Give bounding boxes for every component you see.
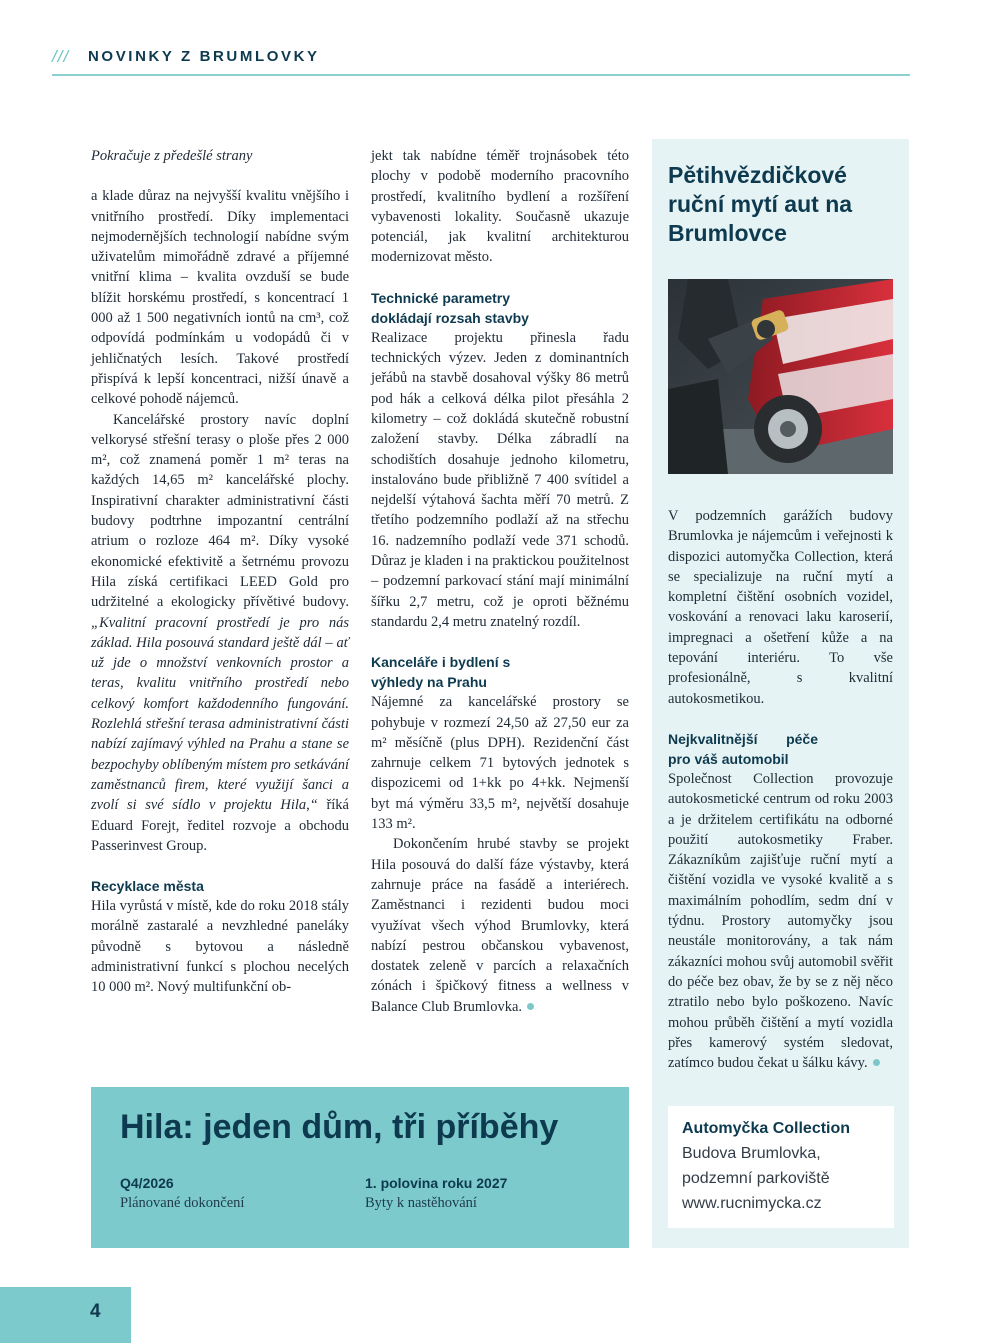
paragraph-quote: [91, 410, 349, 857]
article-column-1: [91, 146, 349, 998]
page-number-box: [0, 1287, 131, 1343]
contact-name: Automyčka Collection: [682, 1120, 851, 1137]
article-column-2: [371, 146, 629, 1017]
paragraph-final: [371, 834, 629, 1017]
milestone-date: Q4/2026: [120, 1175, 174, 1191]
paragraph: jekt tak nabídne téměř trojnásobek této plochy v podobě moderního pracovního prostředí, kvalitního bydlení a rozšíření vybavenosti lokality. Současně ukazuje potenciál, jak kvalitní architekturou modernizovat město.: [371, 148, 629, 266]
section-header: [52, 46, 910, 76]
hila-info-box: [91, 1087, 629, 1248]
milestone-description: Plánované dokončení: [120, 1195, 245, 1211]
contact-address-line-2: podzemní parkoviště: [682, 1170, 830, 1187]
paragraph: Nájemné za kancelářské prostory se pohybuje v rozmezí 24,50 až 27,50 eur za m² měsíčně (plus DPH). Rezidenční část zahrnuje celkem 71 bytových jednotek s dispozicemi od 1+kk po 4+kk. Nejmenší byt má výměru 33,5 m², největší dosahuje 133 m².: [371, 694, 629, 833]
sidebar-paragraph: V podzemních garážích budovy Brumlovka je nájemcům i veřejnosti k dispozici automyčka Collection, která se specializuje na ruční mytí a kompletní čištění osobních vozidel, voskování a renovaci laku karoserií, impregnaci a ošetření kůže a na tepování interiéru. To vše profesionálně, s kvalitní autokosmetikou.: [668, 508, 893, 707]
car-wash-photo: [668, 279, 893, 474]
paragraph: Realizace projektu přinesla řadu technických výzev. Jeden z dominantních jeřábů na stavbě dosahoval výšky 86 metrů pod hák a celková délka pilot přesáhla 2 kilometry – což dokládá skutečně robustní založení stavby. Délka zábradlí na schodištích dosahuje jednoho kilometru, instalováno bude přibližně 7 400 svítidel a nejdelší výtahová šachta měří 70 metrů. Z třetího podzemního podlaží až na střechu 16. nadzemního podlaží vede 371 schodů. Důraz je kladen i na praktickou použitelnost – podzemní parkovací stání mají minimální šířku 2,7 metru, což je oproti běžnému standardu 2,4 metru znatelný rozdíl.: [371, 329, 629, 630]
end-mark-icon: [873, 1059, 880, 1066]
section-title: NOVINKY Z BRUMLOVKY: [88, 48, 320, 65]
continued-note: Pokračuje z předešlé strany: [91, 148, 253, 164]
car-wash-illustration: [668, 279, 893, 474]
sidebar-text: [668, 506, 893, 1073]
paragraph-text: Kancelářské prostory navíc doplní velkorysé střešní terasy o ploše přes 2 000 m², což znamená poměr 1 m² teras na každých 14,65 m² kancelářské plochy. Inspirativní charakter administrativní části budovy podtrhne impozantní centrální atrium o rozloze 464 m². Díky vysoké ekonomické efektivitě a šetrnému provozu Hila získá certifikaci LEED Gold pro udržitelné a ekologicky přívětivé budovy.: [91, 411, 349, 611]
sidebar-title: Pětihvězdičkové ruční mytí aut na Brumlovce: [668, 162, 853, 246]
contact-address-line-1: Budova Brumlovka,: [682, 1145, 821, 1162]
milestone-date: 1. polovina roku 2027: [365, 1175, 508, 1191]
paragraph: Hila vyrůstá v místě, kde do roku 2018 stály morálně zastaralé a nevzhledné paneláky původně s bytovou a následně administrativní funkcí s plochou necelých 10 000 m². Nový multifunkční ob-: [91, 898, 349, 996]
paragraph: a klade důraz na nejvyšší kvalitu vnějšího i vnitřního prostředí. Díky implementaci nejmodernějších technologií nabídne svým uživatelům mimořádně zdravé a příjemné vnitřní klima – kvalita ovzduší se bude blížit horskému prostředí, s koncentrací 1 000 až 1 500 negativních iontů na cm³, což odpovídá podmínkám u vodopádů či v jehličnatých lesích. Takové prostředí přispívá k lepší koncentraci, nižší únavě a celkové pohodě nájemců.: [91, 188, 349, 408]
quote-text: „Kvalitní pracovní prostředí je pro nás základ. Hila posouvá standard ještě dál – ať už jde o množství venkovních prostor a teras, kvalitu vnitřního prostředí nebo celkový komfort každodenního fungování. Rozlehlá střešní terasa administrativní části nabízí zajímavý výhled na Prahu a stane se bezpochyby oblíbeným místem pro setkávání zaměstnanců firem, které využijí šanci a zvolí si své sídlo v projektu Hila,“: [91, 614, 349, 814]
sidebar-paragraph-final: [668, 769, 893, 1073]
subheading-offices: Kanceláře i bydlení s výhledy na Prahu: [371, 654, 511, 691]
subheading-recycling: Recyklace města: [91, 878, 204, 895]
header-slashes: ///: [52, 47, 70, 66]
paragraph-text: Dokončením hrubé stavby se projekt Hila posouvá do další fáze výstavby, která zahrnuje práce na fasádě a interiérech. Zaměstnanci i rezidenti budou moci využívat všech výhod Brumlovky, která nabízí pestrou občanskou vybavenost, dostatek zeleně v parcích a relaxačních zónách i špičkový fitness a wellness v Balance Club Brumlovka.: [371, 836, 629, 1015]
quote-attribution: říká Eduard Forejt, ředitel rozvoje a obchodu Passerinvest Group.: [91, 797, 349, 854]
contact-website-link[interactable]: www.rucnimycka.cz: [682, 1195, 822, 1212]
sidebar-paragraph-text: Společnost Collection provozuje autokosmetické centrum od roku 2003 a je držitelem certifikátu na odborné použití autokosmetiky Fraber. Zákazníkům zajišťuje ruční mytí a čištění vozidla ve vysoké kvalitě a s maximálním pohodlím, sedm dní v týdnu. Prostory automyčky jsou neustále monitorovány, a tak nám zákazníci mohou svůj automobil svěřit do péče bez obav, že by se z něj něco ztratilo nebo bylo poškozeno. Navíc mohou průběh čištění a mytí vozidla přes kamerový systém sledovat, zatímco budou čekat u šálku kávy.: [668, 770, 893, 1072]
milestone-completion: [120, 1173, 244, 1213]
milestone-description: Byty k nastěhování: [365, 1195, 477, 1211]
contact-card: [668, 1106, 894, 1228]
end-mark-icon: [527, 1003, 534, 1010]
subheading-technical: Technické parametry dokládají rozsah stavby: [371, 289, 529, 326]
hila-title: Hila: jeden dům, tři příběhy: [120, 1108, 559, 1146]
milestone-move-in: [365, 1173, 507, 1213]
page-number: 4: [90, 1301, 101, 1322]
sidebar-box: [652, 139, 909, 1248]
sidebar-subheading: Nejkvalitnější péče pro váš automobil: [668, 730, 818, 767]
